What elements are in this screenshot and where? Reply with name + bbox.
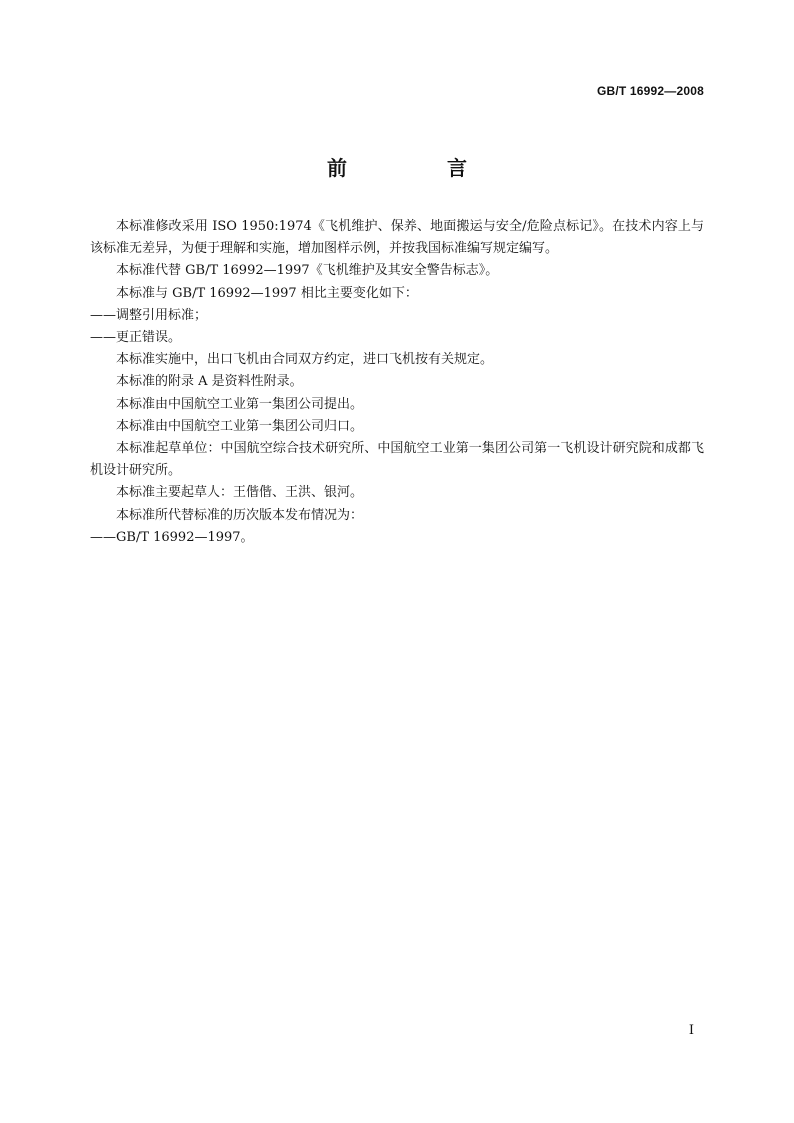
list-item-previous-version: ——GB/T 16992—1997。 — [90, 529, 254, 545]
foreword-body — [90, 216, 704, 549]
standard-code: GB/T 16992—2008 — [596, 84, 704, 98]
paragraph-version-history: 本标准所代替标准的历次版本发布情况为： — [116, 507, 364, 523]
paragraph-drafting-units: 本标准起草单位：中国航空综合技术研究所、中国航空工业第一集团公司第一飞机设计研究院和成都飞机设计研究所。 — [90, 441, 704, 479]
list-item-change: ——更正错误。 — [90, 330, 182, 346]
paragraph-drafters: 本标准主要起草人：王偕偕、王洪、银河。 — [116, 485, 364, 501]
paragraph-adoption: 本标准修改采用 ISO 1950:1974《飞机维护、保养、地面搬运与安全/危险点标记》。在技术内容上与该标准无差异，为便于理解和实施，增加图样示例，并按我国标准编写规定编写。 — [90, 219, 704, 257]
paragraph-proposer: 本标准由中国航空工业第一集团公司提出。 — [116, 396, 364, 412]
paragraph-appendix: 本标准的附录 A 是资料性附录。 — [116, 374, 303, 390]
paragraph-replaces: 本标准代替 GB/T 16992—1997《飞机维护及其安全警告标志》。 — [116, 263, 499, 279]
paragraph-implementation: 本标准实施中，出口飞机由合同双方约定，进口飞机按有关规定。 — [116, 352, 494, 368]
list-item-change: ——调整引用标准； — [90, 307, 208, 323]
page-title: 前 言 — [327, 156, 507, 180]
paragraph-changes-intro: 本标准与 GB/T 16992—1997 相比主要变化如下： — [116, 285, 418, 301]
paragraph-administrator: 本标准由中国航空工业第一集团公司归口。 — [116, 418, 364, 434]
page-number: I — [688, 1023, 694, 1038]
